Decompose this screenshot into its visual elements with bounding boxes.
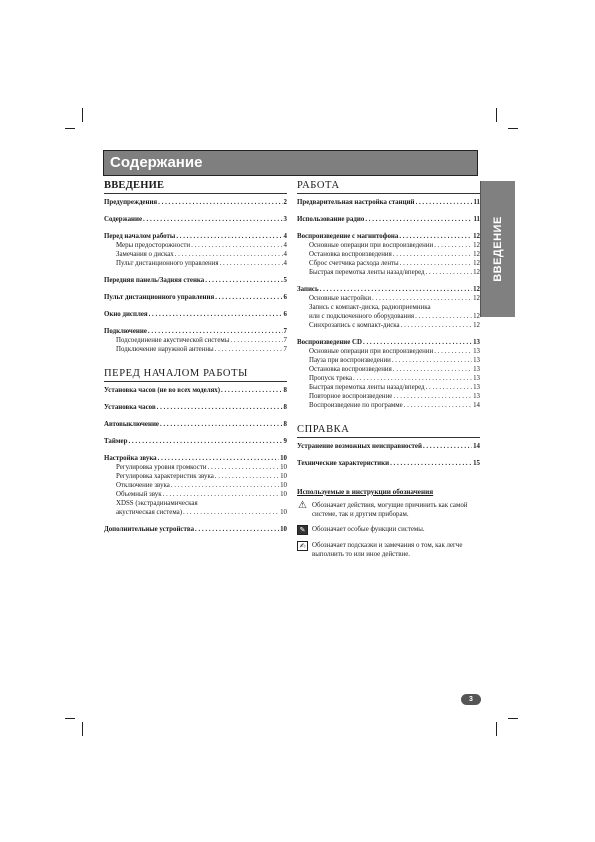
toc-entry-page: 10 — [280, 473, 287, 480]
toc-entry-page: 13 — [473, 357, 480, 364]
section-heading: РАБОТА — [297, 180, 480, 194]
toc-leader-dots — [353, 374, 472, 383]
toc-entry-page: 14 — [473, 402, 480, 409]
page-title-bar — [103, 150, 478, 176]
toc-entry — [297, 232, 480, 241]
side-tab-label: ВВЕДЕНИЕ — [492, 216, 504, 282]
toc-entry-page: 8 — [283, 421, 287, 428]
toc-leader-dots — [230, 336, 282, 345]
toc-entry-label: Предварительная настройка станций — [297, 199, 415, 206]
toc-entry-label: Быстрая перемотка ленты назад/вперед — [309, 384, 425, 391]
toc-entry — [297, 347, 480, 356]
toc-entry-page: 12 — [473, 286, 480, 293]
toc-entry-label: Запись — [297, 286, 319, 293]
toc-entry-label: Отключение звука — [116, 482, 170, 489]
crop-mark — [65, 128, 75, 129]
toc-entry — [297, 442, 480, 451]
legend-text: Обозначает действия, могущие причинить как самой системе, так и другим приборам. — [312, 502, 468, 518]
toc-entry — [104, 490, 287, 499]
toc-leader-dots — [191, 241, 282, 250]
toc-entry-page: 10 — [280, 464, 287, 471]
toc-entry-page: 5 — [283, 277, 287, 284]
toc-entry — [297, 250, 480, 259]
toc-entry — [104, 420, 287, 429]
toc-entry — [297, 198, 480, 207]
toc-leader-dots — [158, 198, 282, 207]
toc-entry-label: акустическая система) — [116, 509, 182, 516]
toc-leader-dots — [363, 338, 472, 347]
toc-entry-page: 13 — [473, 348, 480, 355]
toc-entry — [104, 454, 287, 463]
toc-entry-label: Основные настройки — [309, 295, 372, 302]
toc-entry — [104, 259, 287, 268]
toc-leader-dots — [426, 383, 473, 392]
toc-left-column — [104, 180, 287, 534]
toc-entry-page: 4 — [283, 260, 287, 267]
toc-entry-page: 13 — [473, 393, 480, 400]
toc-entry-page: 12 — [473, 295, 480, 302]
toc-list — [104, 386, 287, 534]
toc-entry — [297, 338, 480, 347]
legend-heading: Используемые в инструкции обозначения — [297, 488, 434, 496]
toc-entry-page: 8 — [283, 404, 287, 411]
toc-entry-page: 4 — [283, 242, 287, 249]
toc-entry-label: Пульт дистанционного управления — [104, 294, 215, 301]
page-title: Содержание — [110, 154, 203, 171]
toc-leader-dots — [175, 250, 283, 259]
warning-icon: ⚠ — [298, 500, 307, 511]
toc-entry-page: 7 — [283, 328, 287, 335]
toc-entry — [104, 232, 287, 241]
feature-icon: ✎ — [297, 525, 308, 535]
toc-leader-dots — [215, 472, 279, 481]
page-number: 3 — [461, 694, 481, 705]
crop-mark — [82, 722, 83, 736]
tip-icon: ✍ — [297, 541, 308, 551]
toc-entry-label: Установка часов — [104, 404, 156, 411]
toc-leader-dots — [149, 310, 283, 319]
toc-entry — [297, 459, 480, 468]
toc-entry — [297, 241, 480, 250]
toc-entry — [104, 386, 287, 395]
toc-entry-label: Дополнительные устройства — [104, 526, 195, 533]
toc-leader-dots — [401, 321, 472, 330]
toc-leader-dots — [220, 259, 283, 268]
toc-entry-page: 10 — [280, 491, 287, 498]
toc-entry-label: Устранение возможных неисправностей — [297, 443, 422, 450]
toc-leader-dots — [392, 356, 472, 365]
toc-entry-label: Пульт дистанционного управления — [116, 260, 219, 267]
toc-entry — [297, 401, 480, 410]
toc-entry — [104, 508, 287, 517]
toc-entry-page: 10 — [280, 509, 287, 516]
toc-entry — [297, 365, 480, 374]
toc-entry-page: 12 — [473, 233, 480, 240]
toc-entry-label: Повторное воспроизведение — [309, 393, 393, 400]
toc-entry-label: Пропуск трека — [309, 375, 353, 382]
toc-leader-dots — [426, 268, 473, 277]
toc-entry-page: 6 — [283, 311, 287, 318]
toc-entry-page: 4 — [283, 251, 287, 258]
toc-entry-label: Подключение — [104, 328, 147, 335]
toc-entry-label: Таймер — [104, 438, 128, 445]
toc-entry-label: Технические характеристики — [297, 460, 390, 467]
toc-entry — [297, 303, 480, 312]
toc-entry-label: Установка часов (не во всех моделях) — [104, 387, 221, 394]
toc-list — [297, 442, 480, 468]
toc-entry-label: Воспроизведение CD — [297, 339, 362, 346]
toc-entry-page: 3 — [283, 216, 287, 223]
toc-leader-dots — [163, 490, 280, 499]
toc-entry — [104, 327, 287, 336]
toc-entry — [104, 215, 287, 224]
crop-mark — [496, 108, 497, 122]
toc-leader-dots — [434, 241, 472, 250]
toc-entry-page: 9 — [283, 438, 287, 445]
toc-leader-dots — [171, 481, 279, 490]
toc-entry-page: 13 — [473, 375, 480, 382]
legend-text: Обозначает подсказки и замечания о том, как легче выполнить то или иное действие. — [312, 542, 463, 558]
toc-entry-label: Воспроизведение с магнитофона — [297, 233, 399, 240]
toc-entry-page: 11 — [473, 216, 480, 223]
toc-leader-dots — [372, 294, 472, 303]
toc-leader-dots — [365, 215, 472, 224]
toc-entry-page: 6 — [283, 294, 287, 301]
toc-leader-dots — [143, 215, 283, 224]
toc-leader-dots — [195, 525, 279, 534]
toc-entry-label: XDSS (экстрадинамическая — [116, 500, 198, 507]
toc-entry — [104, 250, 287, 259]
toc-entry — [297, 356, 480, 365]
toc-entry-label: Основные операции при воспроизведении — [309, 348, 434, 355]
toc-leader-dots — [320, 285, 472, 294]
toc-leader-dots — [148, 327, 283, 336]
toc-entry — [104, 472, 287, 481]
toc-entry-label: Объемный звук — [116, 491, 162, 498]
section-heading: ПЕРЕД НАЧАЛОМ РАБОТЫ — [104, 368, 287, 382]
toc-leader-dots — [208, 463, 280, 472]
section-side-tab — [480, 181, 515, 317]
toc-entry-label: Пауза при воспроизведении — [309, 357, 391, 364]
toc-entry-label: Окно дисплея — [104, 311, 148, 318]
toc-entry-label: или с подключенного оборудования — [309, 313, 415, 320]
toc-list — [104, 198, 287, 354]
toc-leader-dots — [434, 347, 472, 356]
toc-entry-page: 12 — [473, 251, 480, 258]
section-heading: ВВЕДЕНИЕ — [104, 180, 287, 194]
legend-item — [297, 541, 480, 559]
toc-entry-label: Остановка воспроизведения — [309, 366, 392, 373]
toc-entry-page: 7 — [283, 346, 287, 353]
toc-entry-page: 2 — [283, 199, 287, 206]
toc-leader-dots — [393, 250, 472, 259]
toc-entry-page: 7 — [283, 337, 287, 344]
toc-entry — [297, 392, 480, 401]
toc-entry-page: 12 — [473, 269, 480, 276]
crop-mark — [82, 108, 83, 122]
toc-entry-label: Подключение наружной антенны — [116, 346, 214, 353]
crop-mark — [496, 722, 497, 736]
toc-entry-page: 13 — [473, 339, 480, 346]
toc-leader-dots — [158, 454, 279, 463]
toc-entry-page: 12 — [473, 322, 480, 329]
toc-entry-label: Настройка звука — [104, 455, 157, 462]
toc-entry-label: Содержание — [104, 216, 143, 223]
toc-entry-page: 8 — [283, 387, 287, 394]
toc-leader-dots — [160, 420, 283, 429]
toc-entry-page: 12 — [473, 242, 480, 249]
toc-entry-label: Использование радио — [297, 216, 365, 223]
toc-entry-label: Передняя панель/Задняя стенка — [104, 277, 205, 284]
toc-entry-page: 10 — [280, 482, 287, 489]
toc-leader-dots — [416, 198, 473, 207]
toc-leader-dots — [128, 437, 282, 446]
toc-right-column — [297, 180, 480, 565]
toc-entry — [297, 285, 480, 294]
toc-leader-dots — [205, 276, 282, 285]
toc-leader-dots — [423, 442, 472, 451]
toc-leader-dots — [183, 508, 279, 517]
toc-entry-label: Замечания о дисках — [116, 251, 174, 258]
toc-leader-dots — [390, 459, 472, 468]
toc-entry-page: 13 — [473, 366, 480, 373]
toc-entry-label: Подсоединение акустической системы — [116, 337, 230, 344]
toc-entry-page: 10 — [280, 455, 287, 462]
toc-entry-label: Регулировка уровня громкости — [116, 464, 207, 471]
toc-entry-page: 12 — [473, 313, 480, 320]
toc-leader-dots — [176, 232, 282, 241]
legend-item — [297, 501, 480, 519]
toc-entry — [104, 525, 287, 534]
toc-entry-label: Быстрая перемотка ленты назад/вперед — [309, 269, 425, 276]
legend-item — [297, 525, 480, 535]
toc-entry-label: Остановка воспроизведения — [309, 251, 392, 258]
toc-leader-dots — [393, 365, 472, 374]
toc-leader-dots — [215, 345, 283, 354]
toc-entry-label: Автовыключение — [104, 421, 159, 428]
crop-mark — [508, 718, 518, 719]
toc-entry-label: Воспроизведение по программе — [309, 402, 403, 409]
toc-entry — [104, 463, 287, 472]
crop-mark — [65, 718, 75, 719]
toc-entry — [297, 259, 480, 268]
toc-entry — [104, 241, 287, 250]
toc-entry — [104, 276, 287, 285]
toc-entry — [104, 198, 287, 207]
toc-entry-label: Регулировка характеристик звука — [116, 473, 214, 480]
toc-entry-label: Меры предосторожности — [116, 242, 191, 249]
toc-entry — [104, 336, 287, 345]
toc-list — [297, 198, 480, 410]
toc-entry — [297, 268, 480, 277]
toc-entry — [297, 383, 480, 392]
toc-entry — [297, 215, 480, 224]
toc-leader-dots — [399, 232, 472, 241]
toc-entry-page: 14 — [473, 443, 480, 450]
toc-leader-dots — [393, 392, 472, 401]
toc-entry-label: Основные операции при воспроизведении — [309, 242, 434, 249]
toc-entry — [104, 499, 287, 508]
toc-entry-label: Сброс счетчика расхода ленты — [309, 260, 399, 267]
toc-leader-dots — [157, 403, 283, 412]
toc-entry-page: 13 — [473, 384, 480, 391]
toc-leader-dots — [400, 259, 472, 268]
crop-mark — [508, 128, 518, 129]
toc-entry-label: Запись с компакт-диска, радиоприемника — [309, 304, 431, 311]
toc-entry — [297, 294, 480, 303]
toc-entry — [297, 312, 480, 321]
toc-entry — [104, 403, 287, 412]
toc-entry — [104, 293, 287, 302]
toc-leader-dots — [404, 401, 472, 410]
toc-entry-label: Перед началом работы — [104, 233, 176, 240]
toc-entry — [104, 481, 287, 490]
legend-text: Обозначает особые функции системы. — [312, 526, 425, 533]
toc-entry-page: 4 — [283, 233, 287, 240]
toc-entry — [104, 437, 287, 446]
toc-entry — [104, 345, 287, 354]
toc-entry-page: 11 — [473, 199, 480, 206]
toc-entry-page: 15 — [473, 460, 480, 467]
toc-leader-dots — [415, 312, 472, 321]
toc-entry-page: 12 — [473, 260, 480, 267]
toc-leader-dots — [221, 386, 283, 395]
toc-entry — [297, 321, 480, 330]
toc-leader-dots — [215, 293, 282, 302]
section-heading: СПРАВКА — [297, 424, 480, 438]
toc-entry-page: 10 — [280, 526, 287, 533]
toc-entry — [104, 310, 287, 319]
toc-entry — [297, 374, 480, 383]
toc-entry-label: Предупреждения — [104, 199, 158, 206]
toc-entry-label: Синхрозапись с компакт-диска — [309, 322, 400, 329]
